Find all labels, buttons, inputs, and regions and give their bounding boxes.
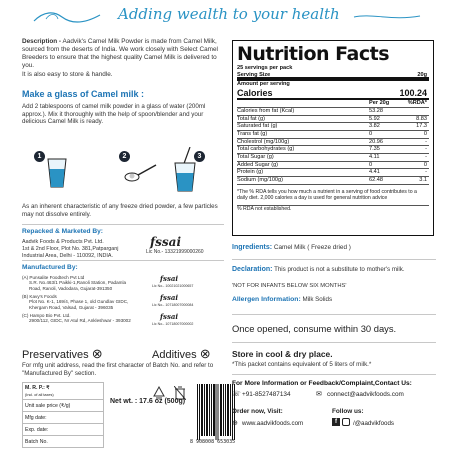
servings-per-pack: 25 servings per pack: [237, 65, 293, 71]
nutrient-rda: 17.3: [416, 123, 427, 130]
instagram-icon[interactable]: [342, 418, 350, 426]
mfg-date-row: Mfg date:: [23, 412, 103, 424]
ingredients-label: Ingredients:: [232, 244, 273, 251]
manufactured-section: [22, 264, 224, 326]
manufacturer-lic: Lic No.- 10021021000657: [152, 283, 194, 288]
nutrient-rda: 3.1: [419, 177, 427, 184]
make-heading: Make a glass of Camel milk :: [22, 88, 145, 99]
nutrient-rda: -: [425, 154, 427, 160]
nutrient-rda: -: [425, 138, 427, 145]
allergen: [232, 296, 436, 304]
spoon-icon: [124, 161, 158, 185]
manufacturer-line: (C) Hampo Bio Pvt. Ltd.: [22, 312, 71, 318]
repacked-line: Aadvik Foods & Products Pvt. Ltd.: [22, 238, 104, 245]
swirl-right-icon: [352, 12, 422, 22]
nutrient-name: Saturated fat (g): [237, 123, 278, 130]
divider: [232, 259, 436, 260]
divider: [232, 374, 436, 375]
serving-size-label: Serving Size: [237, 71, 271, 78]
declaration: [232, 266, 436, 275]
mrp-box: [22, 382, 104, 448]
rda-na-note: % RDA not established.: [237, 205, 292, 212]
nutrient-amount: 7.35: [369, 146, 380, 153]
net-weight: Net wt. : 17.6 oz (500g): [110, 398, 186, 405]
col-per-20g: Per 20g: [369, 100, 390, 107]
batch-no-row: Batch No.: [25, 439, 48, 445]
order-row: [232, 408, 436, 432]
nutrient-row: [237, 154, 429, 162]
fssai-logo-small: fssai: [160, 273, 179, 283]
manufacturer-lic: Lic No.- 10718007000002: [152, 321, 194, 326]
contact-label: For More Information or Feedback/Complaint,Contact Us:: [232, 380, 412, 388]
phone-number[interactable]: +91-8527487134: [242, 391, 291, 399]
mrp-label: M. R. P.: ₹: [25, 385, 50, 391]
swirl-left-icon: [32, 7, 102, 27]
nutrient-rows: [237, 108, 429, 185]
nutrient-amount: 53.28: [369, 107, 383, 114]
step-3-badge: 3: [194, 151, 205, 162]
description-label: Description -: [22, 38, 62, 45]
nutrient-row: [237, 162, 429, 170]
nutrient-amount: 4.11: [369, 154, 380, 160]
nutrition-title: Nutrition Facts: [237, 43, 390, 65]
no-additives-icon: ⊗: [199, 346, 211, 361]
nutrient-name: Sodium (mg/100g): [237, 177, 284, 184]
description: [22, 38, 224, 70]
nutrient-row: [237, 169, 429, 177]
ingredients-text: Camel Milk ( Freeze dried ): [273, 244, 351, 251]
manufacturer-b: [22, 294, 224, 312]
email-icon: ✉: [316, 391, 322, 399]
nutrient-name: Protein (g): [237, 169, 264, 176]
manufacturer-line: 2900/112, GIDC, Nr Atul Rd, Ankleshwar - 393002: [29, 318, 131, 324]
manufactured-label: Manufactured By:: [22, 264, 78, 271]
ingredients: [232, 244, 436, 253]
fssai-logo-small: fssai: [160, 311, 179, 321]
divider: [232, 342, 436, 343]
barcode-number: 8 908008 653035: [190, 439, 236, 445]
nutrient-row: [237, 108, 429, 116]
facebook-icon[interactable]: f: [332, 418, 340, 426]
nutrition-facts-panel: [232, 40, 434, 236]
divider: [232, 314, 436, 315]
exp-date-row: Exp. date:: [23, 424, 103, 436]
amount-label: Amount per serving: [237, 80, 290, 87]
preservatives: [22, 346, 103, 362]
glass-icon: [46, 157, 68, 189]
declaration-label: Declaration:: [232, 266, 273, 273]
follow-label: Follow us:: [332, 408, 364, 416]
nutrient-rda: -: [425, 169, 427, 176]
nutrient-name: Calories from fat (Kcal): [237, 107, 295, 114]
nutrient-rda: 0: [423, 130, 427, 137]
mfg-note: For mfg unit address, read the first character of Batch No. and refer to "Manufactured By" section.: [22, 362, 214, 377]
additives-label: Additives: [152, 349, 197, 361]
repacked-section: [22, 228, 224, 260]
declaration-text: This product is not a substitute to mother's milk.: [274, 266, 405, 273]
globe-icon: ⊕: [232, 420, 238, 428]
header-title: Adding wealth to your health: [118, 5, 340, 23]
nutrient-row: [237, 116, 429, 124]
nutrient-amount: 20.96: [369, 138, 383, 145]
repacked-line: 1st & 2nd Floor, Plot No. 381,Patparganj: [22, 245, 119, 252]
nutrient-name: Total carbohydrates (g): [237, 146, 295, 153]
header: [0, 0, 456, 30]
allergen-text: Milk Solids: [302, 295, 333, 303]
allergen-label: Allergen Information:: [232, 295, 301, 303]
nutrient-name: Cholestrol (mg/100g): [237, 138, 290, 145]
manufacturer-line: (B) Kavy's Foods: [22, 293, 57, 299]
col-rda: %RDA*: [407, 100, 427, 107]
description-text: Aadvik's Camel Milk Powder is made from Camel Milk, sourced from the deserts of India. We work closely with Select Camel Breeders to ensure that the highest quality Camel Milk is delivered to you.: [22, 38, 218, 69]
unit-price-row: Unit sale price (₹/g): [23, 400, 103, 412]
dissolve-note: As an inherent characteristic of any freeze dried powder, a few particles may not dissolve entirely.: [22, 203, 218, 218]
right-details: [232, 244, 436, 432]
fssai-logo: fssai: [150, 235, 182, 249]
nutrient-amount: 62.48: [369, 177, 383, 184]
once-opened: Once opened, consume within 30 days.: [232, 322, 397, 334]
manufacturer-a: [22, 275, 224, 293]
step-1-badge: 1: [34, 151, 45, 162]
fssai-logo-small: fssai: [160, 292, 179, 302]
nutrient-name: Trans fat (g): [237, 130, 268, 137]
manufacturer-line: Road, Ranoli, Vadodara, Gujarat-391350: [29, 285, 113, 291]
nutrient-row: [237, 146, 429, 154]
manufacturer-lic: Lic No.- 10718007000084: [152, 302, 194, 307]
description-extra: It is also easy to store & handle.: [22, 71, 113, 78]
serving-size-value: 20g: [417, 71, 427, 78]
nutrient-rda: 0: [423, 161, 427, 168]
amount-row: [237, 81, 429, 89]
divider: [22, 224, 224, 225]
calories-value: 100.24: [399, 88, 427, 99]
divider: [22, 260, 224, 261]
nutrient-row: [237, 123, 429, 131]
nutrient-name: Total Sugar (g): [237, 154, 274, 160]
website-link[interactable]: www.aadvikfoods.com: [242, 420, 304, 428]
repacked-label: Repacked & Marketed By:: [22, 228, 103, 235]
infants-warning: 'NOT FOR INFANTS BELOW SIX MONTHS': [232, 283, 347, 289]
store-instruction: Store in cool & dry place.: [232, 348, 333, 359]
step-2-badge: 2: [119, 151, 130, 162]
nutrient-name: Total fat (g): [237, 115, 265, 122]
manufacturer-line: Plot No. K-1, 169/4, Phase 1, old Gundlav GIDC,: [29, 299, 129, 305]
repacked-line: Industrial Area, Delhi - 110092, INDIA.: [22, 252, 113, 259]
contact-row: [232, 390, 436, 402]
column-header-row: [237, 100, 429, 108]
manufacturer-line: S.R. No.463/1 Paikki-1,Ranoli Station, Padamla: [29, 280, 127, 286]
manufacturer-line: Khergam Road, Valsad, Gujarat - 396035: [29, 304, 114, 310]
phone-icon: ☏: [232, 391, 241, 399]
manufacturer-line: (A) Punsalite Foodtech Pvt Ltd: [22, 274, 85, 280]
nutrient-row: [237, 139, 429, 147]
mixing-glass-icon: [172, 147, 198, 193]
nutrient-amount: 0: [369, 161, 373, 168]
nutrient-amount: 4.41: [369, 169, 380, 176]
nutrient-amount: 0: [369, 130, 373, 137]
mrp-row: [23, 383, 103, 400]
email-address[interactable]: connect@aadvikfoods.com: [327, 391, 404, 399]
repacked-lic: Lic No.- 13321999000260: [146, 249, 204, 255]
barcode-icon: [196, 384, 236, 446]
preparation-steps: [24, 145, 224, 200]
left-column: [22, 38, 224, 126]
order-label: Order now, Visit:: [232, 408, 283, 416]
nutrient-amount: 3.82: [369, 123, 380, 130]
calories-label: Calories: [237, 88, 273, 99]
nutrient-row: [237, 131, 429, 139]
manufacturer-c: [22, 313, 224, 326]
nutrient-row: [237, 177, 429, 185]
nutrient-name: Added Sugar (g): [237, 161, 279, 168]
mrp-taxes: (Incl. of all taxes): [25, 393, 54, 397]
serving-size-row: [237, 72, 429, 81]
additives: [152, 346, 211, 362]
social-handle[interactable]: /@aadvikfoods: [353, 420, 395, 428]
equivalent-note: *This packet contains equivalent of 5 liters of milk.*: [232, 360, 372, 368]
nutrient-rda: 8.83: [416, 115, 427, 122]
no-preservatives-icon: ⊗: [91, 346, 103, 361]
rda-footnote: *The % RDA tells you how much a nutrient in a serving of food contributes to a daily diet. 2,000 calories a day is used for general nutrition advice: [237, 189, 429, 206]
preservatives-label: Preservatives: [22, 349, 89, 361]
make-text: Add 2 tablespoons of camel milk powder in a glass of water (200ml approx.). Mix it thoroughly with the help of spoon/blender and your delicious Camel Milk is ready.: [22, 102, 206, 126]
nutrient-amount: 5.92: [369, 115, 380, 122]
nutrient-rda: -: [425, 146, 427, 153]
calories-row: [237, 88, 429, 100]
